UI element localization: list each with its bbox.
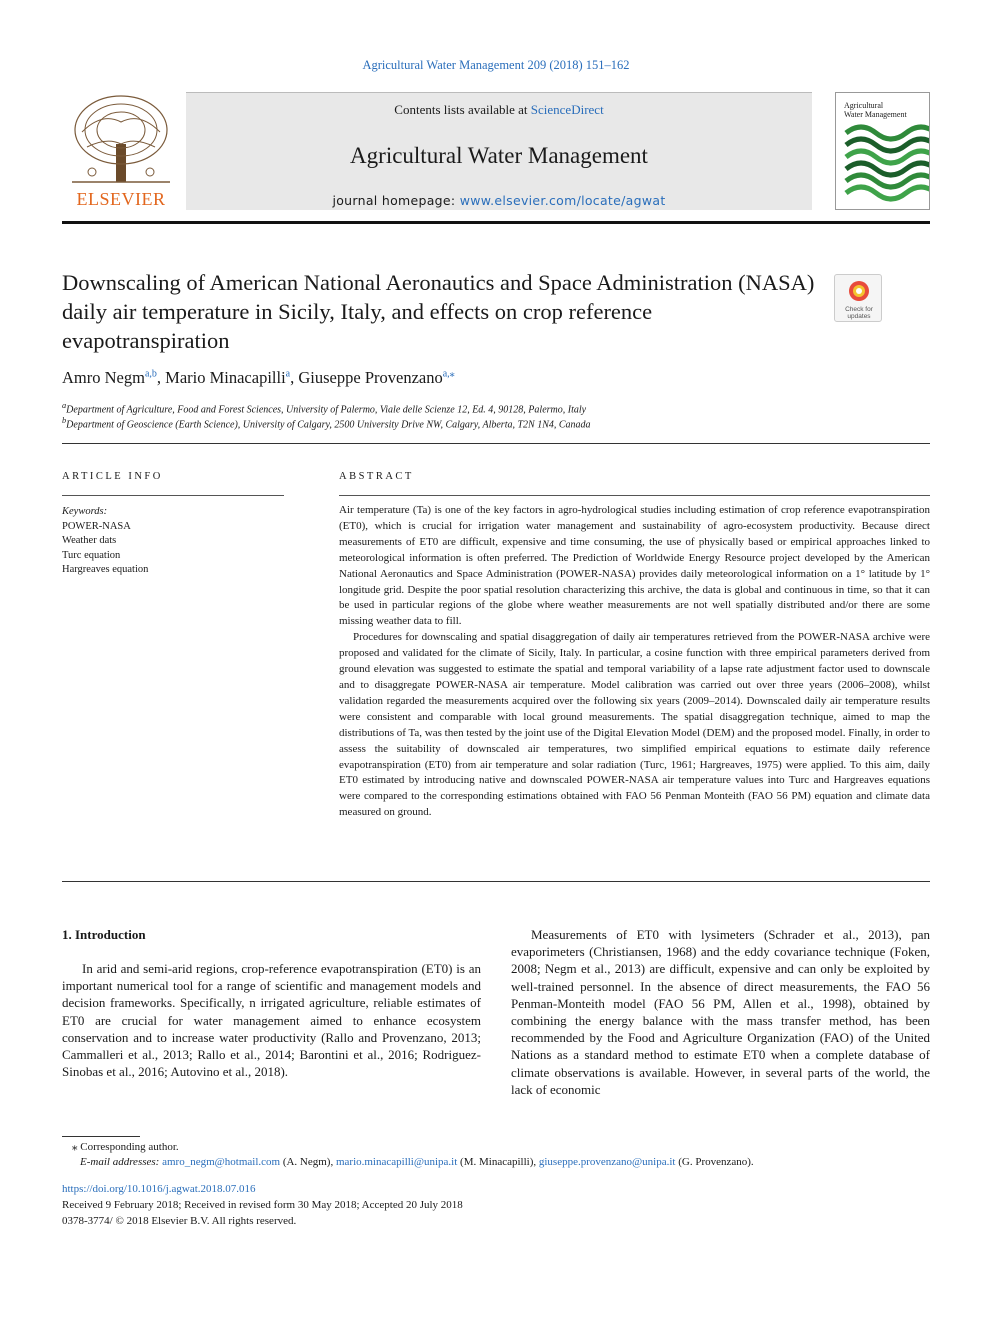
affiliation-b: $^b$Department of Geoscience (Earth Science), University of Calgary, 2500 University Drive NW, Calgary, Alberta, T2N 1N4, Canada xyxy=(62,416,591,431)
keyword-item: POWER-NASA xyxy=(62,520,131,532)
keywords-block xyxy=(62,505,148,578)
corresponding-author-note: ⁎ Corresponding author. xyxy=(72,1141,179,1153)
author-list: Amro Negm$^{a,b}$, Mario Minacapilli$^a$, Giuseppe Provenzano$^{a,⁎}$ xyxy=(62,368,455,387)
keywords-label: Keywords: xyxy=(62,506,108,517)
article-info-heading: ARTICLE INFO xyxy=(62,471,163,482)
abstract-body xyxy=(339,503,930,821)
cover-title: Agricultural Water Management xyxy=(844,101,907,119)
keyword-item: Weather dats xyxy=(62,535,117,546)
crossmark-icon xyxy=(835,275,883,323)
section-rule xyxy=(62,443,930,444)
author-name: Giuseppe Provenzano xyxy=(298,368,443,387)
body-paragraph: In arid and semi-arid regions, crop-reference evapotranspiration (ET0) is an important numerical tool for a range of scientific and management models and decision frameworks. Specifically, n irrigated agriculture, reliable estimates of ET0 are crucial for water management aimed to enhance ecosystem conservation and to increase water productivity (Rallo and Provenzano, 2013; Cammalleri et al., 2013; Rallo et al., 2014; Barontini et al., 2016; Rodriguez-Sinobas et al., 2016; Autovino et al., 2018). xyxy=(62,961,481,1080)
author-name: Mario Minacapilli xyxy=(165,368,286,387)
homepage-link[interactable]: www.elsevier.com/locate/agwat xyxy=(459,193,666,208)
abstract-paragraph: Air temperature (Ta) is one of the key factors in agro-hydrological studies including estimation of crop reference evapotranspiration (ET0), which is crucial for irrigation water management and sustainability of agro-ecosystem productivity. Because direct measurements of ET0 are difficult, expensive and time consuming, the use of physically based or empirical approaches linked to meteorological information is often preferred. The Prediction of Worldwide Energy Resource project developed by the American National Aeronautics and Space Administration (POWER-NASA) provides daily meteorological information on a 1° latitude by 1° longitude grid. Despite the poor spatial resolution characterizing this archive, the data is global and continuous in time, so that it can be used in particular regions of the globe where weather measurements are not well spatially distributed and/or there are some missing weather data to fill. xyxy=(339,504,930,628)
author-name: Amro Negm xyxy=(62,368,145,387)
body-paragraph: Measurements of ET0 with lysimeters (Schrader et al., 2013), pan evaporimeters (Christiansen, 1968) and the eddy covariance technique (Foken, 2008; Negm et al., 2013) are difficult, expensive and can only be exploited by well-trained personnel. In the absence of direct measurements, the FAO 56 Penman-Monteith model (FAO 56 PM, Allen et al., 1998), obtained by combining the energy balance with the mass transfer method, has been recommended by the Food and Agriculture Organization (FAO) of the United Nations as a standard method to estimate ET0 when a complete database of climate observations is available. However, in several parts of the world, the lack of economic xyxy=(511,927,930,1097)
journal-header xyxy=(62,92,930,212)
email-link[interactable]: mario.minacapilli@unipa.it xyxy=(335,1156,458,1168)
crossmark-line2: updates xyxy=(847,313,871,320)
homepage-prefix: journal homepage: xyxy=(332,193,460,208)
footnote-rule xyxy=(62,1136,140,1137)
body-column-left xyxy=(62,960,481,1080)
article-info-rule xyxy=(62,495,284,496)
elsevier-tree-icon xyxy=(62,92,180,190)
copyright-notice: 0378-3774/ © 2018 Elsevier B.V. All rights reserved. xyxy=(62,1215,297,1227)
doi-link[interactable]: https://doi.org/10.1016/j.agwat.2018.07.016 xyxy=(62,1183,256,1195)
affiliation-a: $^a$Department of Agriculture, Food and Forest Sciences, University of Palermo, Viale delle Scienze 12, Ed. 4, 90128, Palermo, Italy xyxy=(62,401,587,416)
abstract-end-rule xyxy=(62,881,930,882)
abstract-rule xyxy=(339,495,930,496)
keyword-item: Turc equation xyxy=(62,549,121,561)
abstract-paragraph: Procedures for downscaling and spatial disaggregation of daily air temperatures retrieved from the POWER-NASA archive were proposed and validated for the climate of Sicily, Italy. In particular, a cosine function with three empirical parameters derived from ground elevation was suggested to estimate the spatial and temporal variability of a lapse rate adjustment factor used to downscale and to disaggregate POWER-NASA air temperature. Model calibration was carried out over three years (2006–2008), whilst validation regarded the measurements acquired over the following six years (2009–2014). Downscaled daily air temperature results were consistent and comparable with local ground measurements. The spatial disaggregation technique, aimed to map the distributions of Ta, was then tested by the joint use of the Digital Elevation Model (DEM) and the proposed model. Finally, in order to assess the suitability of downscaled air temperatures, two simplified empirical equations to estimate daily reference evapotranspiration (ET0) from air temperature and solar radiation (Turc, 1961; Hargreaves, 1975) were applied. To this aim, daily ET0 estimated by introducing native and downscaled POWER-NASA air temperature values into Turc and Hargreaves equations were compared to the corresponding estimations obtained with FAO 56 Penman Monteith (FAO 56 PM) equation and climate data measured on ground. xyxy=(339,631,930,819)
section-heading-introduction: 1. Introduction xyxy=(62,927,146,942)
keyword-item: Hargreaves equation xyxy=(62,564,149,575)
cover-pattern-icon xyxy=(836,93,930,210)
journal-title-box xyxy=(186,92,812,210)
email-link[interactable]: amro_negm@hotmail.com xyxy=(162,1156,281,1168)
author-affil-mark[interactable]: a,⁎ xyxy=(442,368,455,380)
journal-citation[interactable]: Agricultural Water Management 209 (2018) 151–162 xyxy=(362,58,630,72)
journal-cover-thumbnail[interactable] xyxy=(835,92,930,210)
elsevier-tree-logo xyxy=(62,92,180,212)
abstract-heading: ABSTRACT xyxy=(339,471,414,482)
check-for-updates-badge[interactable] xyxy=(834,274,882,322)
crossmark-line1: Check for xyxy=(845,306,873,313)
contents-prefix: Contents lists available at xyxy=(394,102,531,117)
elsevier-wordmark: ELSEVIER xyxy=(76,189,166,209)
author-affil-mark[interactable]: a xyxy=(285,368,291,380)
sciencedirect-link[interactable]: ScienceDirect xyxy=(530,102,604,117)
email-label: E-mail addresses: xyxy=(80,1156,163,1168)
journal-title: Agricultural Water Management xyxy=(350,143,648,168)
contents-line xyxy=(186,102,812,118)
received-dates: Received 9 February 2018; Received in revised form 30 May 2018; Accepted 20 July 2018 xyxy=(62,1199,463,1211)
journal-homepage xyxy=(186,193,812,208)
body-column-right xyxy=(511,926,930,1098)
email-link[interactable]: giuseppe.provenzano@unipa.it xyxy=(538,1156,676,1168)
author-affil-mark[interactable]: a,b xyxy=(144,368,157,380)
article-title: Downscaling of American National Aeronautics and Space Administration (NASA) daily air temperature in Sicily, Italy, and effects on crop reference evapotranspiration xyxy=(62,270,815,353)
email-addresses: E-mail addresses: amro_negm@hotmail.com (A. Negm), mario.minacapilli@unipa.it (M. Minacapilli), giuseppe.provenzano@unipa.it (G. Provenzano). xyxy=(80,1156,754,1168)
header-rule xyxy=(62,221,930,224)
